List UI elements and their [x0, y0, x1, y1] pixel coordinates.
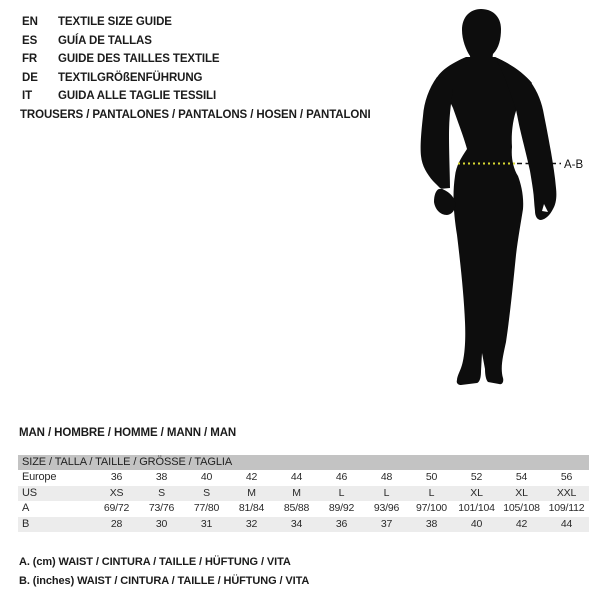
size-value-cell: 52 [470, 471, 483, 483]
footnote-b: B. (inches) WAIST / CINTURA / TAILLE / HÜFTUNG / VITA [19, 574, 310, 587]
size-table-rows [18, 470, 589, 532]
size-value-cell: 44 [560, 517, 573, 530]
size-value-cell: S [203, 486, 210, 499]
measurement-footnotes [19, 553, 309, 590]
size-value-cell: 42 [245, 471, 258, 483]
size-value-cell: 85/88 [283, 502, 310, 514]
waist-marker-label: A-B [564, 159, 584, 171]
size-value-cell: 40 [200, 471, 213, 483]
size-table-header: SIZE / TALLA / TAILLE / GRÖSSE / TAGLIA [18, 455, 589, 470]
size-value-cell: 37 [380, 517, 393, 530]
size-value-cell: 46 [335, 471, 348, 483]
language-label: TEXTILGRÖßENFÜHRUNG [58, 71, 203, 84]
size-value-cell: 38 [155, 471, 168, 483]
size-table-row-europe [18, 470, 589, 486]
language-code: IT [22, 90, 33, 103]
size-value-cell: 89/92 [328, 502, 355, 514]
size-value-cell: 40 [470, 517, 483, 530]
size-value-cell: 50 [425, 471, 438, 483]
product-category-title: TROUSERS / PANTALONES / PANTALONS / HOSEN / PANTALONI [20, 109, 371, 121]
language-label: GUIDE DES TAILLES TEXTILE [58, 53, 220, 66]
size-value-cell: M [292, 486, 301, 499]
size-value-cell: 31 [200, 517, 213, 530]
size-value-cell: 93/96 [373, 502, 400, 514]
size-value-cell: M [247, 486, 256, 499]
gender-title: MAN / HOMBRE / HOMME / MANN / MAN [19, 427, 237, 439]
size-value-cell: 73/76 [148, 502, 175, 514]
size-value-cell: 28 [110, 517, 123, 530]
size-value-cell: XS [109, 486, 124, 499]
size-value-cell: 56 [560, 471, 573, 483]
language-code: ES [22, 34, 38, 47]
size-value-cell: 81/84 [238, 502, 265, 514]
size-value-cell: 44 [290, 471, 303, 483]
size-table-row-a [18, 501, 589, 517]
size-value-cell: 36 [110, 471, 123, 483]
size-value-cell: 34 [290, 517, 303, 530]
language-code: FR [22, 53, 38, 66]
size-table-row-us [18, 486, 589, 502]
size-value-cell: 97/100 [416, 502, 447, 514]
size-value-cell: 48 [380, 471, 393, 483]
language-code: EN [22, 16, 38, 28]
size-value-cell: 109/112 [548, 502, 585, 514]
size-table-row-b [18, 517, 589, 533]
language-row-es [22, 32, 220, 51]
man-silhouette [380, 0, 600, 400]
language-label: GUIDA ALLE TAGLIE TESSILI [58, 90, 217, 103]
language-code: DE [22, 71, 38, 84]
size-value-cell: 77/80 [193, 502, 220, 514]
size-value-cell: 54 [515, 471, 528, 483]
language-row-de [22, 69, 220, 88]
language-row-it [22, 87, 220, 106]
size-value-cell: L [383, 486, 390, 499]
size-value-cell: 69/72 [103, 502, 130, 514]
language-list [22, 13, 220, 106]
size-value-cell: 105/108 [503, 502, 540, 514]
size-value-cell: 32 [245, 517, 258, 530]
size-value-cell: 30 [155, 517, 168, 530]
size-value-cell: L [428, 486, 435, 499]
man-silhouette-figure [380, 0, 600, 400]
size-value-cell: 36 [335, 517, 348, 530]
size-value-cell: 101/104 [458, 502, 495, 514]
row-label: US [22, 486, 37, 499]
size-value-cell: S [158, 486, 165, 499]
size-value-cell: XXL [556, 486, 577, 499]
size-value-cell: L [338, 486, 345, 499]
row-label: B [22, 517, 30, 530]
size-value-cell: XL [515, 486, 528, 499]
footnote-a: A. (cm) WAIST / CINTURA / TAILLE / HÜFTUNG / VITA [19, 556, 291, 568]
size-value-cell: 38 [425, 517, 438, 530]
row-label: A [22, 502, 30, 514]
size-table [18, 455, 589, 532]
silhouette-left-arm [421, 77, 456, 215]
row-label: Europe [22, 471, 57, 483]
language-row-fr [22, 50, 220, 69]
language-label: TEXTILE SIZE GUIDE [58, 16, 172, 28]
size-value-cell: 42 [515, 517, 528, 530]
language-row-en [22, 13, 220, 32]
size-value-cell: XL [470, 486, 483, 499]
language-label: GUÍA DE TALLAS [58, 34, 152, 47]
